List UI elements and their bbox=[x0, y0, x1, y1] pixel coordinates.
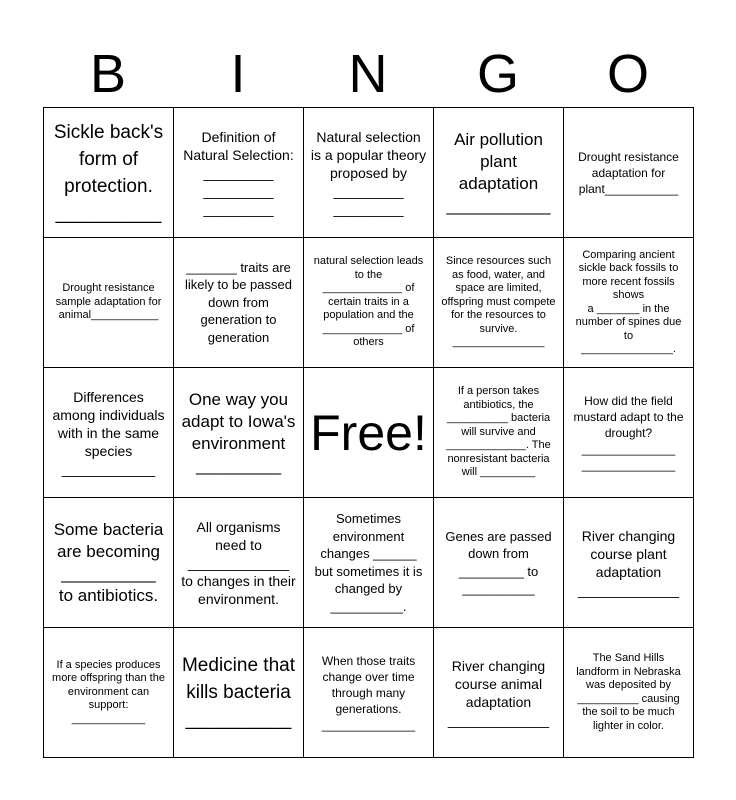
bingo-cell[interactable] bbox=[43, 627, 173, 757]
bingo-cell[interactable] bbox=[563, 237, 693, 367]
cell-text: Drought resistance adaptation for plant___________ bbox=[578, 149, 679, 196]
bingo-cell[interactable] bbox=[303, 627, 433, 757]
cell-text: Genes are passed down from _________ to __________ bbox=[445, 528, 552, 596]
cell-text: Differences among individuals with in the same species ____________ bbox=[52, 388, 165, 477]
bingo-cell[interactable] bbox=[433, 497, 563, 627]
cell-text: Drought resistance sample adaptation for animal___________ bbox=[55, 282, 162, 322]
header-letter-g: G bbox=[476, 44, 519, 104]
bingo-cell[interactable] bbox=[173, 237, 303, 367]
bingo-cell[interactable] bbox=[173, 627, 303, 757]
cell-text: _______ traits are likely to be passed down from generation to generation bbox=[185, 259, 292, 345]
bingo-cell[interactable] bbox=[563, 367, 693, 497]
bingo-cell[interactable] bbox=[563, 627, 693, 757]
cell-text: How did the field mustard adapt to the drought? ______________ ______________ bbox=[573, 393, 684, 472]
cell-text: Definition of Natural Selection: _________ _________ _________ bbox=[183, 128, 294, 217]
bingo-header bbox=[43, 42, 693, 106]
bingo-cell[interactable] bbox=[43, 107, 173, 237]
cell-text: Air pollution plant adaptation ___________ bbox=[446, 129, 551, 215]
bingo-cell[interactable] bbox=[303, 497, 433, 627]
cell-text: Some bacteria are becoming __________ to antibiotics. bbox=[53, 519, 164, 605]
bingo-cell[interactable] bbox=[563, 497, 693, 627]
bingo-cell[interactable] bbox=[173, 497, 303, 627]
bingo-cell[interactable] bbox=[433, 237, 563, 367]
cell-text: If a person takes antibiotics, the __________ bacteria will survive and _____________. The nonresistant bacteria will _________ bbox=[446, 385, 551, 479]
cell-text: Comparing ancient sickle back fossils to more recent fossils shows a _______ in the number of spines due to _______________. bbox=[575, 248, 682, 355]
cell-text: One way you adapt to Iowa's environment _________ bbox=[181, 389, 296, 475]
bingo-card-grid bbox=[43, 107, 694, 758]
cell-text: The Sand Hills landform in Nebraska was deposited by __________ causing the soil to be much lighter in color. bbox=[576, 652, 681, 732]
bingo-cell-free[interactable] bbox=[303, 367, 433, 497]
cell-text: Since resources such as food, water, and space are limited, offspring must compete for the resources to survive. _______________ bbox=[441, 255, 556, 349]
bingo-cell[interactable] bbox=[173, 107, 303, 237]
cell-text: Sometimes environment changes ______ but sometimes it is changed by __________. bbox=[314, 511, 423, 614]
cell-text: Medicine that kills bacteria __________ bbox=[181, 655, 295, 730]
cell-text: Natural selection is a popular theory proposed by _________ _________ bbox=[310, 128, 427, 217]
bingo-cell[interactable] bbox=[173, 367, 303, 497]
cell-text: natural selection leads to the _____________ of certain traits in a population and the _____________ of others bbox=[313, 255, 424, 349]
cell-text: If a species produces more offspring than the environment can support: ____________ bbox=[52, 658, 165, 725]
bingo-cell[interactable] bbox=[43, 367, 173, 497]
bingo-cell[interactable] bbox=[433, 627, 563, 757]
cell-text: River changing course plant adaptation _____________ bbox=[577, 527, 680, 598]
bingo-cell[interactable] bbox=[303, 107, 433, 237]
header-letter-o: O bbox=[606, 44, 649, 104]
bingo-cell[interactable] bbox=[43, 497, 173, 627]
bingo-cell[interactable] bbox=[563, 107, 693, 237]
bingo-cell[interactable] bbox=[433, 107, 563, 237]
bingo-cell[interactable] bbox=[43, 237, 173, 367]
bingo-cell[interactable] bbox=[433, 367, 563, 497]
bingo-cell[interactable] bbox=[303, 237, 433, 367]
cell-text: River changing course animal adaptation _____________ bbox=[447, 657, 550, 728]
header-letter-n: N bbox=[348, 44, 388, 104]
cell-text: All organisms need to _____________ to changes in their environment. bbox=[181, 518, 296, 607]
header-letter-i: I bbox=[230, 44, 246, 104]
cell-text: When those traits change over time through many generations. ______________ bbox=[321, 653, 416, 732]
cell-text: Sickle back's form of protection. __________ bbox=[53, 121, 164, 224]
header-letter-b: B bbox=[89, 44, 127, 104]
free-space-label: Free! bbox=[310, 404, 427, 461]
